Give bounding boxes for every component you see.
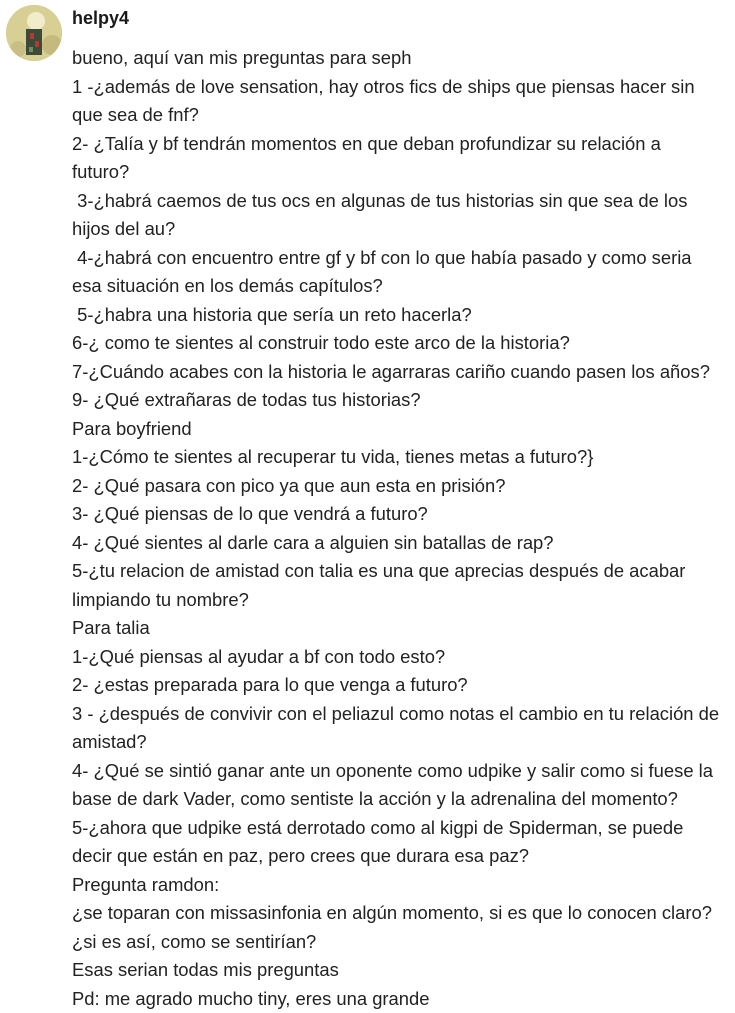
comment-line: 9- ¿Qué extrañaras de todas tus historias? — [72, 386, 732, 415]
avatar-image — [6, 5, 62, 61]
comment-line: 5-¿ahora que udpike está derrotado como al kigpi de Spiderman, se puede — [72, 814, 732, 843]
comment-body — [72, 44, 732, 1013]
comment-line: que sea de fnf? — [72, 101, 732, 130]
comment-line: 5-¿tu relacion de amistad con talia es una que aprecias después de acabar — [72, 557, 732, 586]
comment-line: 2- ¿Qué pasara con pico ya que aun esta en prisión? — [72, 472, 732, 501]
comment-line: 5-¿habra una historia que sería un reto hacerla? — [72, 301, 732, 330]
comment-line: hijos del au? — [72, 215, 732, 244]
comment-line: bueno, aquí van mis preguntas para seph — [72, 44, 732, 73]
comment-line: 2- ¿estas preparada para lo que venga a futuro? — [72, 671, 732, 700]
comment-line: 1 -¿además de love sensation, hay otros fics de ships que piensas hacer sin — [72, 73, 732, 102]
comment-line: 7-¿Cuándo acabes con la historia le agarraras cariño cuando pasen los años? — [72, 358, 732, 387]
comment-line: Esas serian todas mis preguntas — [72, 956, 732, 985]
comment-line: amistad? — [72, 728, 732, 757]
comment-line: 3- ¿Qué piensas de lo que vendrá a futuro? — [72, 500, 732, 529]
comment-line: decir que están en paz, pero crees que durara esa paz? — [72, 842, 732, 871]
comment-line: 1-¿Cómo te sientes al recuperar tu vida, tienes metas a futuro?} — [72, 443, 732, 472]
comment-line: ¿si es así, como se sentirían? — [72, 928, 732, 957]
comment-line: limpiando tu nombre? — [72, 586, 732, 615]
comment-line: Pd: me agrado mucho tiny, eres una grande — [72, 985, 732, 1013]
comment-line: 1-¿Qué piensas al ayudar a bf con todo esto? — [72, 643, 732, 672]
comment-line: 6-¿ como te sientes al construir todo este arco de la historia? — [72, 329, 732, 358]
section-heading-talia: Para talia — [72, 614, 732, 643]
user-avatar[interactable] — [6, 5, 62, 61]
comment-line: 3-¿habrá caemos de tus ocs en algunas de tus historias sin que sea de los — [72, 187, 732, 216]
comment-line: ¿se toparan con missasinfonia en algún momento, si es que lo conocen claro? — [72, 899, 732, 928]
section-heading-random: Pregunta ramdon: — [72, 871, 732, 900]
comment-line: base de dark Vader, como sentiste la acción y la adrenalina del momento? — [72, 785, 732, 814]
comment-line: 3 - ¿después de convivir con el peliazul como notas el cambio en tu relación de — [72, 700, 732, 729]
username[interactable]: helpy4 — [72, 6, 129, 30]
comment-line: 4-¿habrá con encuentro entre gf y bf con lo que había pasado y como seria — [72, 244, 732, 273]
comment-line: 4- ¿Qué sientes al darle cara a alguien sin batallas de rap? — [72, 529, 732, 558]
comment-line: 4- ¿Qué se sintió ganar ante un oponente como udpike y salir como si fuese la — [72, 757, 732, 786]
comment-line: futuro? — [72, 158, 732, 187]
comment-line: esa situación en los demás capítulos? — [72, 272, 732, 301]
comment-line: 2- ¿Talía y bf tendrán momentos en que deban profundizar su relación a — [72, 130, 732, 159]
section-heading-boyfriend: Para boyfriend — [72, 415, 732, 444]
